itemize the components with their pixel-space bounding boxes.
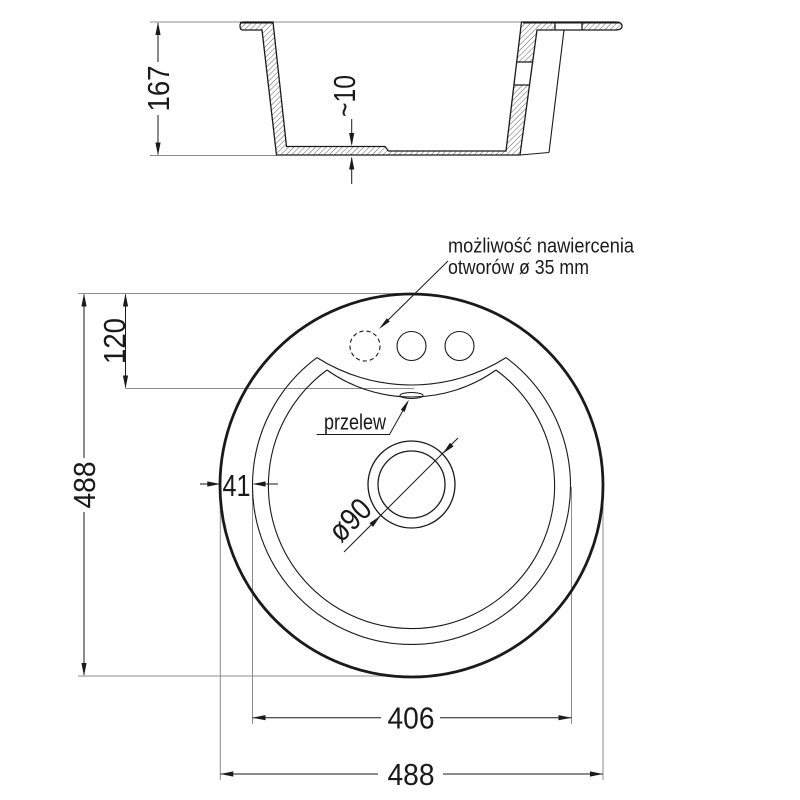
- dim-text-10: ~10: [327, 64, 362, 117]
- outer-shell-line: [549, 30, 564, 153]
- dim-drain-90: [321, 438, 458, 552]
- drill-note-line2: otworów ø 35 mm: [448, 256, 589, 279]
- drill-note-line1: możliwość nawiercenia: [448, 234, 635, 258]
- arrowhead-left: [253, 481, 266, 486]
- overflow-callout: [317, 400, 409, 435]
- arrowhead-right: [590, 771, 603, 776]
- dim-text-120: 120: [97, 312, 132, 364]
- dim-rim-gap-41: [200, 468, 278, 503]
- arrowhead-down: [349, 133, 354, 146]
- dim-bowl-406: [253, 701, 572, 736]
- section-body-hatched: [240, 22, 622, 155]
- tap-hole-2: [445, 332, 474, 361]
- tap-hole-1: [397, 332, 426, 361]
- outer-shell-bottom-line: [520, 153, 549, 156]
- tap-hole-optional-dashed: [350, 331, 380, 361]
- arrowhead-left: [253, 715, 266, 720]
- overflow-label: przelew: [324, 409, 387, 435]
- dim-deck-depth-120: [97, 294, 132, 389]
- arrowhead-down: [123, 376, 128, 389]
- dim-text-167: 167: [141, 59, 176, 112]
- arrowhead-drill-note: [379, 318, 390, 329]
- dim-text-488-bottom: 488: [387, 756, 435, 792]
- dim-line-diagonal: [344, 438, 458, 552]
- dim-text-406: 406: [387, 700, 435, 736]
- arrowhead-left: [220, 771, 233, 776]
- arrowhead-right: [207, 481, 220, 486]
- dim-text-90: ø90: [321, 485, 384, 549]
- arrowhead-up: [123, 294, 128, 307]
- arrowhead-down: [155, 143, 160, 156]
- dim-bottom-thickness-10: [327, 64, 362, 184]
- bowl-edge-inner-arc: [268, 370, 554, 629]
- sink-outer-circle: [220, 294, 603, 677]
- bowl-edge-outer-arc: [253, 358, 571, 645]
- section-view: [141, 22, 622, 184]
- dim-text-488-left: 488: [67, 456, 102, 509]
- arrowhead-right: [559, 715, 572, 720]
- dim-diameter-bottom-488: [220, 757, 603, 792]
- plan-view: [67, 235, 635, 792]
- arrowhead-down: [81, 663, 86, 676]
- drill-note-callout: [379, 235, 635, 330]
- arrowhead-up: [349, 157, 354, 170]
- arrowhead-overflow: [401, 400, 409, 413]
- arrowhead-up: [81, 294, 86, 307]
- overflow-slot: [400, 393, 423, 399]
- dim-text-41: 41: [222, 468, 251, 503]
- dim-height-167: [141, 22, 176, 156]
- arrowhead-up: [155, 22, 160, 35]
